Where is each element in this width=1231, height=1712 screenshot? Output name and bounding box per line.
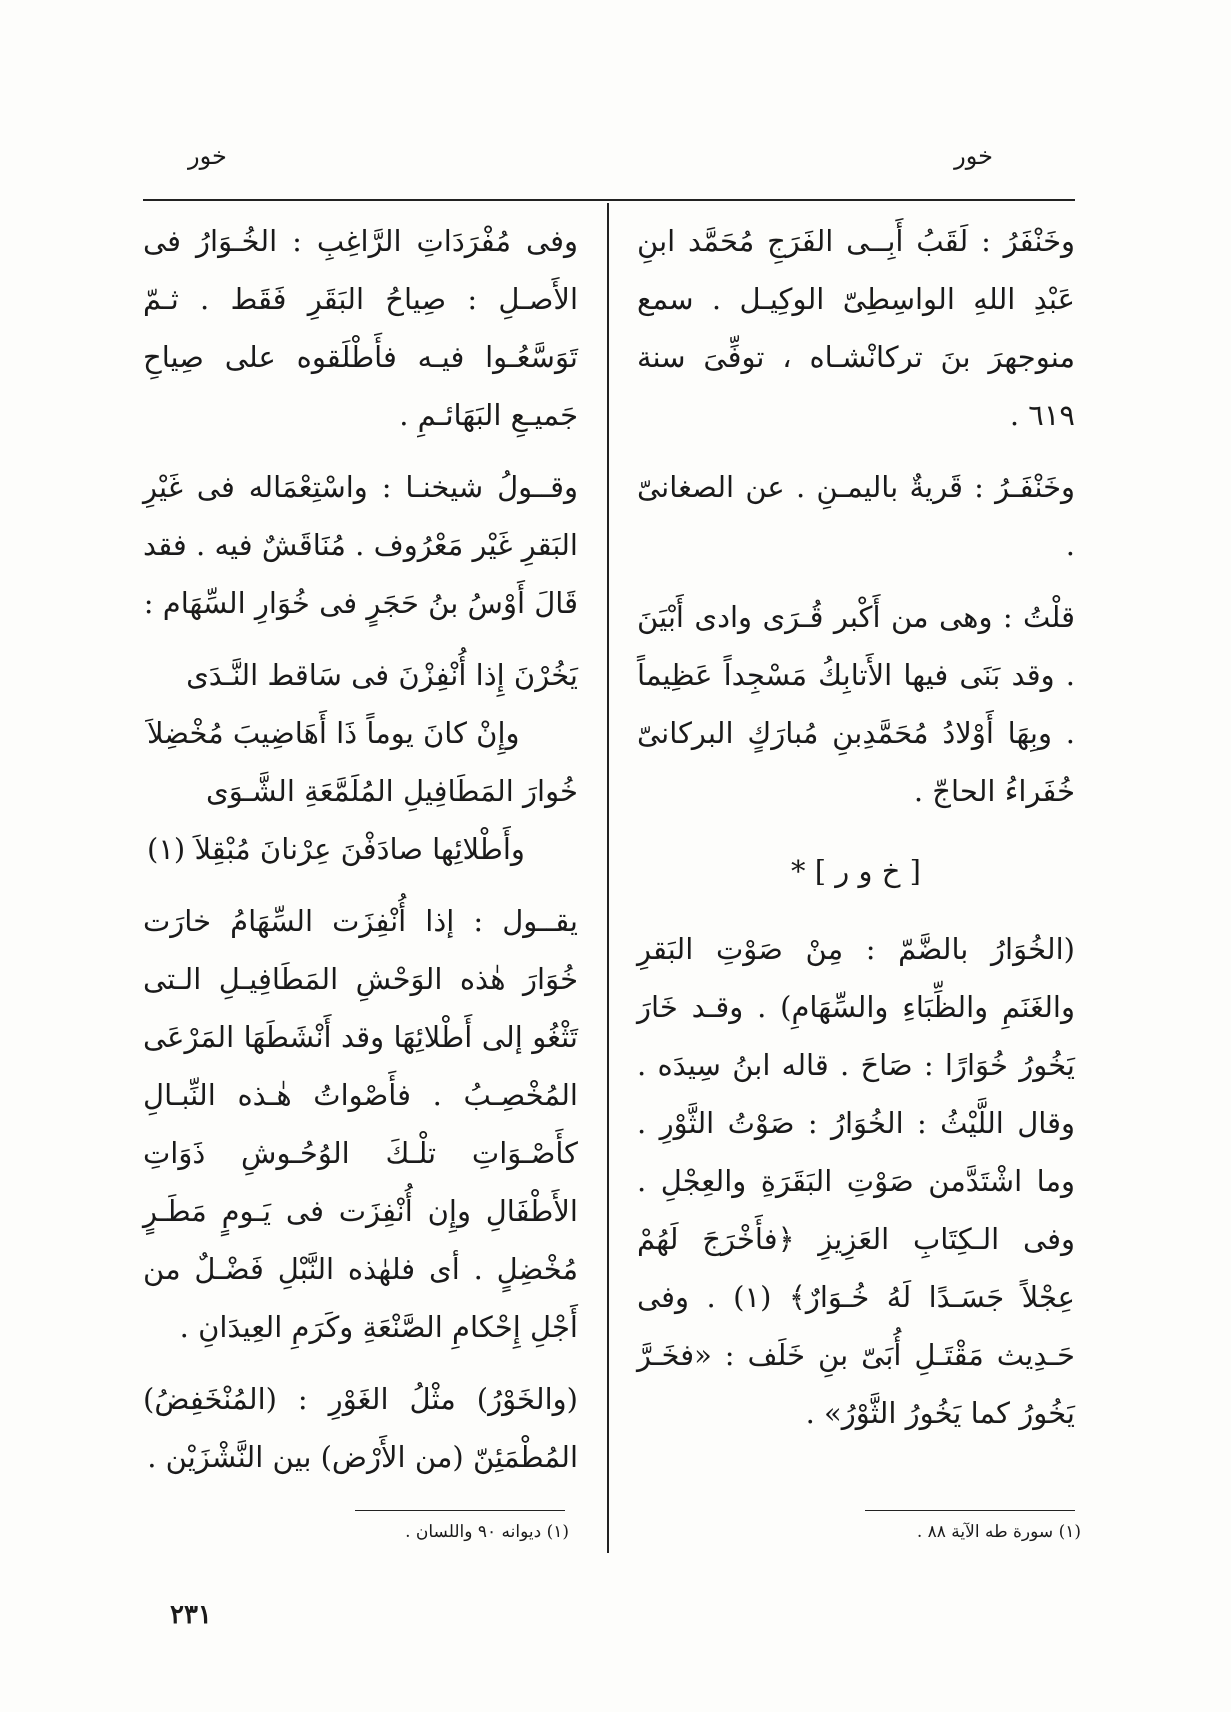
- entry-khuwar: (الخُوَارُ بالضَّمّ : مِنْ صَوْتِ البَقرِ والغَنَمِ والظِّبَاءِ والسِّهَامِ) . وقـد خَارَ يَخُورُ خُوَارًا : صَاحَ . قاله ابنُ سِيدَه . وقال اللَّيْثُ : الخُوَارُ : صَوْتُ الثَّوْرِ . وما اشْتَدَّمن صَوْتِ البَقَرَةِ والعِجْلِ . وفى الـكِتَابِ العَزِيزِ ﴿فأَخْرَجَ لَهُمْ عِجْلاً جَسَـدًا لَهُ خُـوَارٌ﴾ (١) . وفى حَـدِيث مَقْتَـلِ أُبَىّ بنِ خَلَف : «فخَـرَّ يَخُورُ كما يَخُورُ الثَّوْرُ» .: [637, 932, 1075, 1430]
- entry-khanfar-laqab: وخَنْفَرُ : لَقَبُ أَبِــى الفَرَجِ مُحَمَّد ابنِ عَبْدِ اللهِ الواسِطِىّ الوكِيـل . سمع منوجهرَ بنَ تركانْشـاه ، توفِّىَ سنة ٦١٩ .: [637, 224, 1075, 432]
- verse-line-1b: وإِنْ كانَ يوماً ذَا أَهَاضِيبَ مُخْضِلاَ: [147, 716, 520, 750]
- column-divider: [607, 203, 609, 1553]
- left-column: [143, 212, 578, 1500]
- footnote-left: (١) ديوانه ٩٠ واللسان .: [405, 1522, 569, 1542]
- page-number: ٢٣١: [170, 1600, 212, 1630]
- entry-raghib-quote: وفى مُفْرَدَاتِ الرَّاغِبِ : الخُـوَارُ فى الأَصـلِ : صِياحُ البَقَرِ فَقَط . ثـمّ تَوَسَّعُـوا فيـه فأَطْلَقوه على صِياحِ جَميـعِ البَهَائـمِ .: [143, 224, 578, 432]
- header-rule: [143, 199, 1075, 201]
- verse-line-2a: خُوارَ المَطَافِيلِ المُلَمَّعَةِ الشَّـوَى: [206, 774, 578, 808]
- entry-verse-explanation: يقــول : إذا أُنْفِزَت السِّهَامُ خارَت خُوَارَ هٰذه الوَحْشِ المَطَافِيـلِ الـتى تَثْغُو إلى أَطْلائِهَا وقد أَنْشَطَهَا المَرْعَى المُخْصِـبُ . فأَصْواتُ هٰـذه النِّبـالِ كأَصْـوَاتِ تلْـكَ الوُحُـوشِ ذَوَاتِ الأَطْفَالِ وإِن أُنْفِزَت فى يَـومٍ مَطَـرٍ مُخْضِلٍ . أى فلهٰذه النَّبْلِ فَضْـلٌ من أَجْلِ إِحْكامِ الصَّنْعَةِ وكَرَمِ العِيدَانِ .: [143, 904, 578, 1344]
- footnote-rule-right: [865, 1510, 1075, 1511]
- running-header-right: خور: [954, 142, 993, 170]
- verse-line-2b: وأَطْلائِها صادَفْنَ عِرْنانَ مُبْقِلاَ (١): [147, 832, 525, 866]
- footnote-right: (١) سورة طه الآية ٨٨ .: [916, 1522, 1081, 1542]
- entry-shaykh-quote: وقــولُ شيخنـا : واسْتِعْمَاله فى غَيْرِ البَقرِ غَيْر مَعْرُوف . مُنَاقَشٌ فيه . فقد قَالَ أَوْسُ بنُ حَجَرٍ فى خُوَارِ السِّهَام :: [143, 470, 578, 620]
- root-heading: [ خ و ر ] *: [791, 854, 921, 888]
- footnote-rule-left: [355, 1510, 565, 1511]
- entry-khawr: (والخَوْرُ) مثْلُ الغَوْرِ : (المُنْخَفِضُ) المُطْمَئِنّ (من الأَرْض) بين النَّشْزَيْن .: [143, 1382, 578, 1474]
- verse-line-1a: يَخُرْنَ إِذا أُنْفِزْنَ فى سَاقط النَّـدَى: [186, 658, 578, 692]
- entry-qultu-note: قلْتُ : وهى من أَكْبر قُـرَى وادى أَبْيَنَ . وقد بَنَى فيها الأَتابِكُ مَسْجِداً عَظِيماً . وبِهَا أَوْلادُ مُحَمَّدِبنِ مُبارَكٍ البركانىّ خُفَراءُ الحاجّ .: [637, 600, 1075, 808]
- right-column: [637, 212, 1075, 1456]
- running-header-left: خور: [188, 142, 227, 170]
- entry-khanfar-village: وخَنْفَـرُ : قَريةٌ باليمـنِ . عن الصغانىّ .: [637, 470, 1075, 562]
